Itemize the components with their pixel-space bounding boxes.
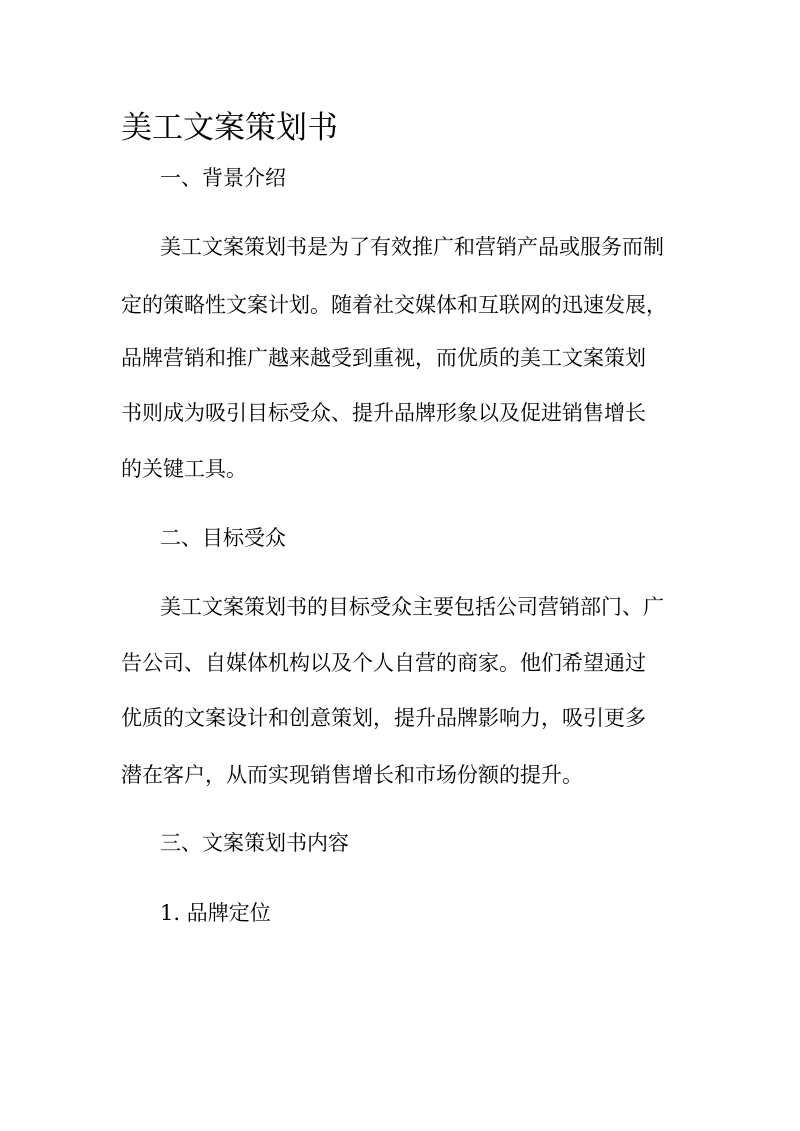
section-heading-target-audience: 二、目标受众 xyxy=(160,526,286,550)
paragraph-line: 书则成为吸引目标受众、提升品牌形象以及促进销售增长 xyxy=(121,401,646,425)
paragraph-line: 美工文案策划书是为了有效推广和营销产品或服务而制 xyxy=(160,235,664,259)
paragraph-line: 潜在客户，从而实现销售增长和市场份额的提升。 xyxy=(121,763,583,787)
section-heading-background: 一、背景介绍 xyxy=(160,166,286,190)
paragraph-line: 美工文案策划书的目标受众主要包括公司营销部门、广 xyxy=(160,595,664,619)
section-heading-content: 三、文案策划书内容 xyxy=(160,831,349,855)
paragraph-line: 品牌营销和推广越来越受到重视，而优质的美工文案策划 xyxy=(121,346,646,370)
paragraph-line: 的关键工具。 xyxy=(121,457,247,481)
document-title: 美工文案策划书 xyxy=(121,110,338,146)
paragraph-line: 优质的文案设计和创意策划，提升品牌影响力，吸引更多 xyxy=(121,706,646,730)
subsection-heading-brand-positioning: 1. 品牌定位 xyxy=(160,901,271,925)
paragraph-line: 告公司、自媒体机构以及个人自营的商家。他们希望通过 xyxy=(121,651,646,675)
paragraph-line: 定的策略性文案计划。随着社交媒体和互联网的迅速发展， xyxy=(121,293,667,317)
